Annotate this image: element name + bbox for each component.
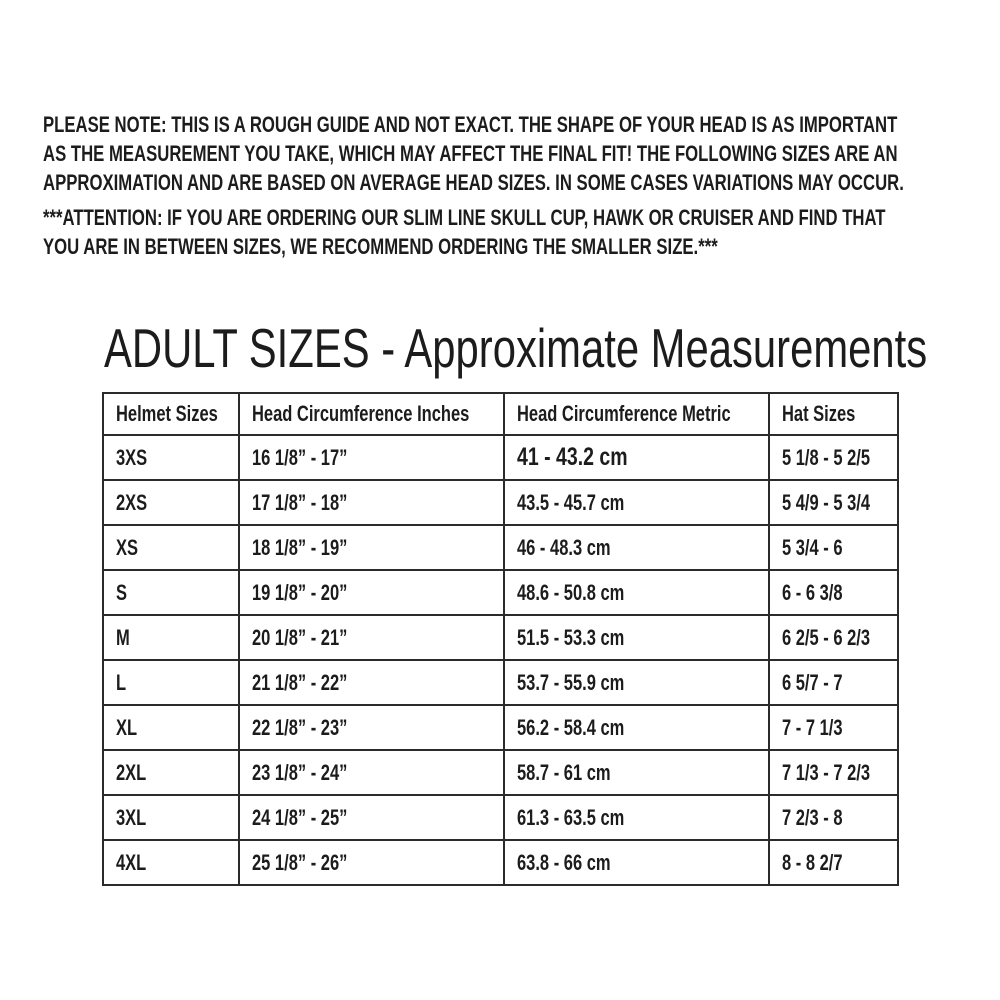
cell-text: 51.5 - 53.3 cm (517, 624, 625, 650)
helmet-size-cell (103, 615, 239, 660)
cell-text: 5 3/4 - 6 (782, 534, 843, 560)
helmet-size-cell (103, 705, 239, 750)
cell-text: 6 2/5 - 6 2/3 (782, 624, 871, 650)
cell-text: 21 1/8” - 22” (252, 669, 348, 695)
cell-text: L (116, 669, 127, 695)
notice-line: APPROXIMATION AND ARE BASED ON AVERAGE HEAD SIZES. IN SOME CASES VARIATIONS MAY OCCUR. (43, 170, 904, 195)
table-row (103, 705, 898, 750)
metric-cell (504, 570, 769, 615)
cell-text: 56.2 - 58.4 cm (517, 714, 625, 740)
helmet-size-cell (103, 435, 239, 480)
attention-line: YOU ARE IN BETWEEN SIZES, WE RECOMMEND ORDERING THE SMALLER SIZE.*** (43, 234, 718, 259)
cell-text: 5 4/9 - 5 3/4 (782, 489, 871, 515)
inches-cell (239, 660, 504, 705)
cell-text: S (116, 579, 128, 605)
cell-text: 23 1/8” - 24” (252, 759, 348, 785)
cell-text: 41 - 43.2 cm (517, 443, 628, 471)
inches-cell (239, 705, 504, 750)
inches-cell (239, 840, 504, 885)
attention-line: ***ATTENTION: IF YOU ARE ORDERING OUR SLIM LINE SKULL CUP, HAWK OR CRUISER AND FIND THAT (43, 205, 886, 230)
helmet-size-cell (103, 750, 239, 795)
cell-text: 6 5/7 - 7 (782, 669, 843, 695)
inches-cell (239, 570, 504, 615)
inches-cell (239, 525, 504, 570)
hat-size-cell (769, 570, 898, 615)
cell-text: 20 1/8” - 21” (252, 624, 348, 650)
page-title: ADULT SIZES - Approximate Measurements (104, 317, 928, 379)
hat-size-cell (769, 435, 898, 480)
metric-cell (504, 750, 769, 795)
inches-cell (239, 795, 504, 840)
column-header-label: Helmet Sizes (116, 401, 218, 426)
cell-text: XL (116, 714, 138, 740)
helmet-size-cell (103, 840, 239, 885)
cell-text: 58.7 - 61 cm (517, 759, 611, 785)
table-row (103, 795, 898, 840)
cell-text: 3XL (116, 804, 147, 830)
helmet-size-cell (103, 660, 239, 705)
cell-text: 4XL (116, 849, 147, 875)
cell-text: 8 - 8 2/7 (782, 849, 843, 875)
table-row (103, 615, 898, 660)
hat-size-cell (769, 705, 898, 750)
inches-cell (239, 480, 504, 525)
table-row (103, 525, 898, 570)
cell-text: 61.3 - 63.5 cm (517, 804, 625, 830)
hat-size-cell (769, 840, 898, 885)
helmet-size-cell (103, 570, 239, 615)
inches-cell (239, 435, 504, 480)
cell-text: 22 1/8” - 23” (252, 714, 348, 740)
hat-size-cell (769, 660, 898, 705)
column-header-label: Head Circumference Inches (252, 401, 470, 426)
cell-text: 7 2/3 - 8 (782, 804, 843, 830)
table-row (103, 480, 898, 525)
inches-cell (239, 615, 504, 660)
notice-line: AS THE MEASUREMENT YOU TAKE, WHICH MAY AFFECT THE FINAL FIT! THE FOLLOWING SIZES ARE AN (43, 141, 898, 166)
table-header-row (103, 393, 898, 435)
hat-size-cell (769, 525, 898, 570)
hat-size-cell (769, 750, 898, 795)
metric-cell (504, 435, 769, 480)
column-header-helmet-sizes (103, 393, 239, 435)
cell-text: 2XS (116, 489, 148, 515)
column-header-label: Head Circumference Metric (517, 401, 731, 426)
column-header-circumference-metric (504, 393, 769, 435)
metric-cell (504, 660, 769, 705)
attention-paragraph (43, 203, 1000, 261)
cell-text: 5 1/8 - 5 2/5 (782, 444, 871, 470)
metric-cell (504, 705, 769, 750)
cell-text: M (116, 624, 130, 650)
sizing-table (102, 392, 899, 886)
metric-cell (504, 615, 769, 660)
cell-text: 2XL (116, 759, 147, 785)
column-header-hat-sizes (769, 393, 898, 435)
table-row (103, 570, 898, 615)
inches-cell (239, 750, 504, 795)
cell-text: 16 1/8” - 17” (252, 444, 348, 470)
cell-text: 18 1/8” - 19” (252, 534, 348, 560)
cell-text: 46 - 48.3 cm (517, 534, 611, 560)
helmet-size-cell (103, 480, 239, 525)
table-row (103, 750, 898, 795)
table-row (103, 840, 898, 885)
hat-size-cell (769, 615, 898, 660)
cell-text: 53.7 - 55.9 cm (517, 669, 625, 695)
metric-cell (504, 840, 769, 885)
metric-cell (504, 480, 769, 525)
cell-text: 7 - 7 1/3 (782, 714, 843, 740)
notice-paragraph (43, 110, 1000, 197)
cell-text: 63.8 - 66 cm (517, 849, 611, 875)
hat-size-cell (769, 795, 898, 840)
cell-text: 43.5 - 45.7 cm (517, 489, 625, 515)
table-row (103, 660, 898, 705)
cell-text: 3XS (116, 444, 148, 470)
metric-cell (504, 525, 769, 570)
cell-text: 7 1/3 - 7 2/3 (782, 759, 871, 785)
notice-line: PLEASE NOTE: THIS IS A ROUGH GUIDE AND NOT EXACT. THE SHAPE OF YOUR HEAD IS AS IMPORTANT (43, 112, 898, 137)
column-header-label: Hat Sizes (782, 401, 856, 426)
cell-text: 17 1/8” - 18” (252, 489, 348, 515)
cell-text: 48.6 - 50.8 cm (517, 579, 625, 605)
hat-size-cell (769, 480, 898, 525)
cell-text: 6 - 6 3/8 (782, 579, 843, 605)
column-header-circumference-inches (239, 393, 504, 435)
cell-text: 19 1/8” - 20” (252, 579, 348, 605)
helmet-size-cell (103, 525, 239, 570)
metric-cell (504, 795, 769, 840)
table-row (103, 435, 898, 480)
cell-text: 24 1/8” - 25” (252, 804, 348, 830)
helmet-size-cell (103, 795, 239, 840)
cell-text: XS (116, 534, 139, 560)
cell-text: 25 1/8” - 26” (252, 849, 348, 875)
